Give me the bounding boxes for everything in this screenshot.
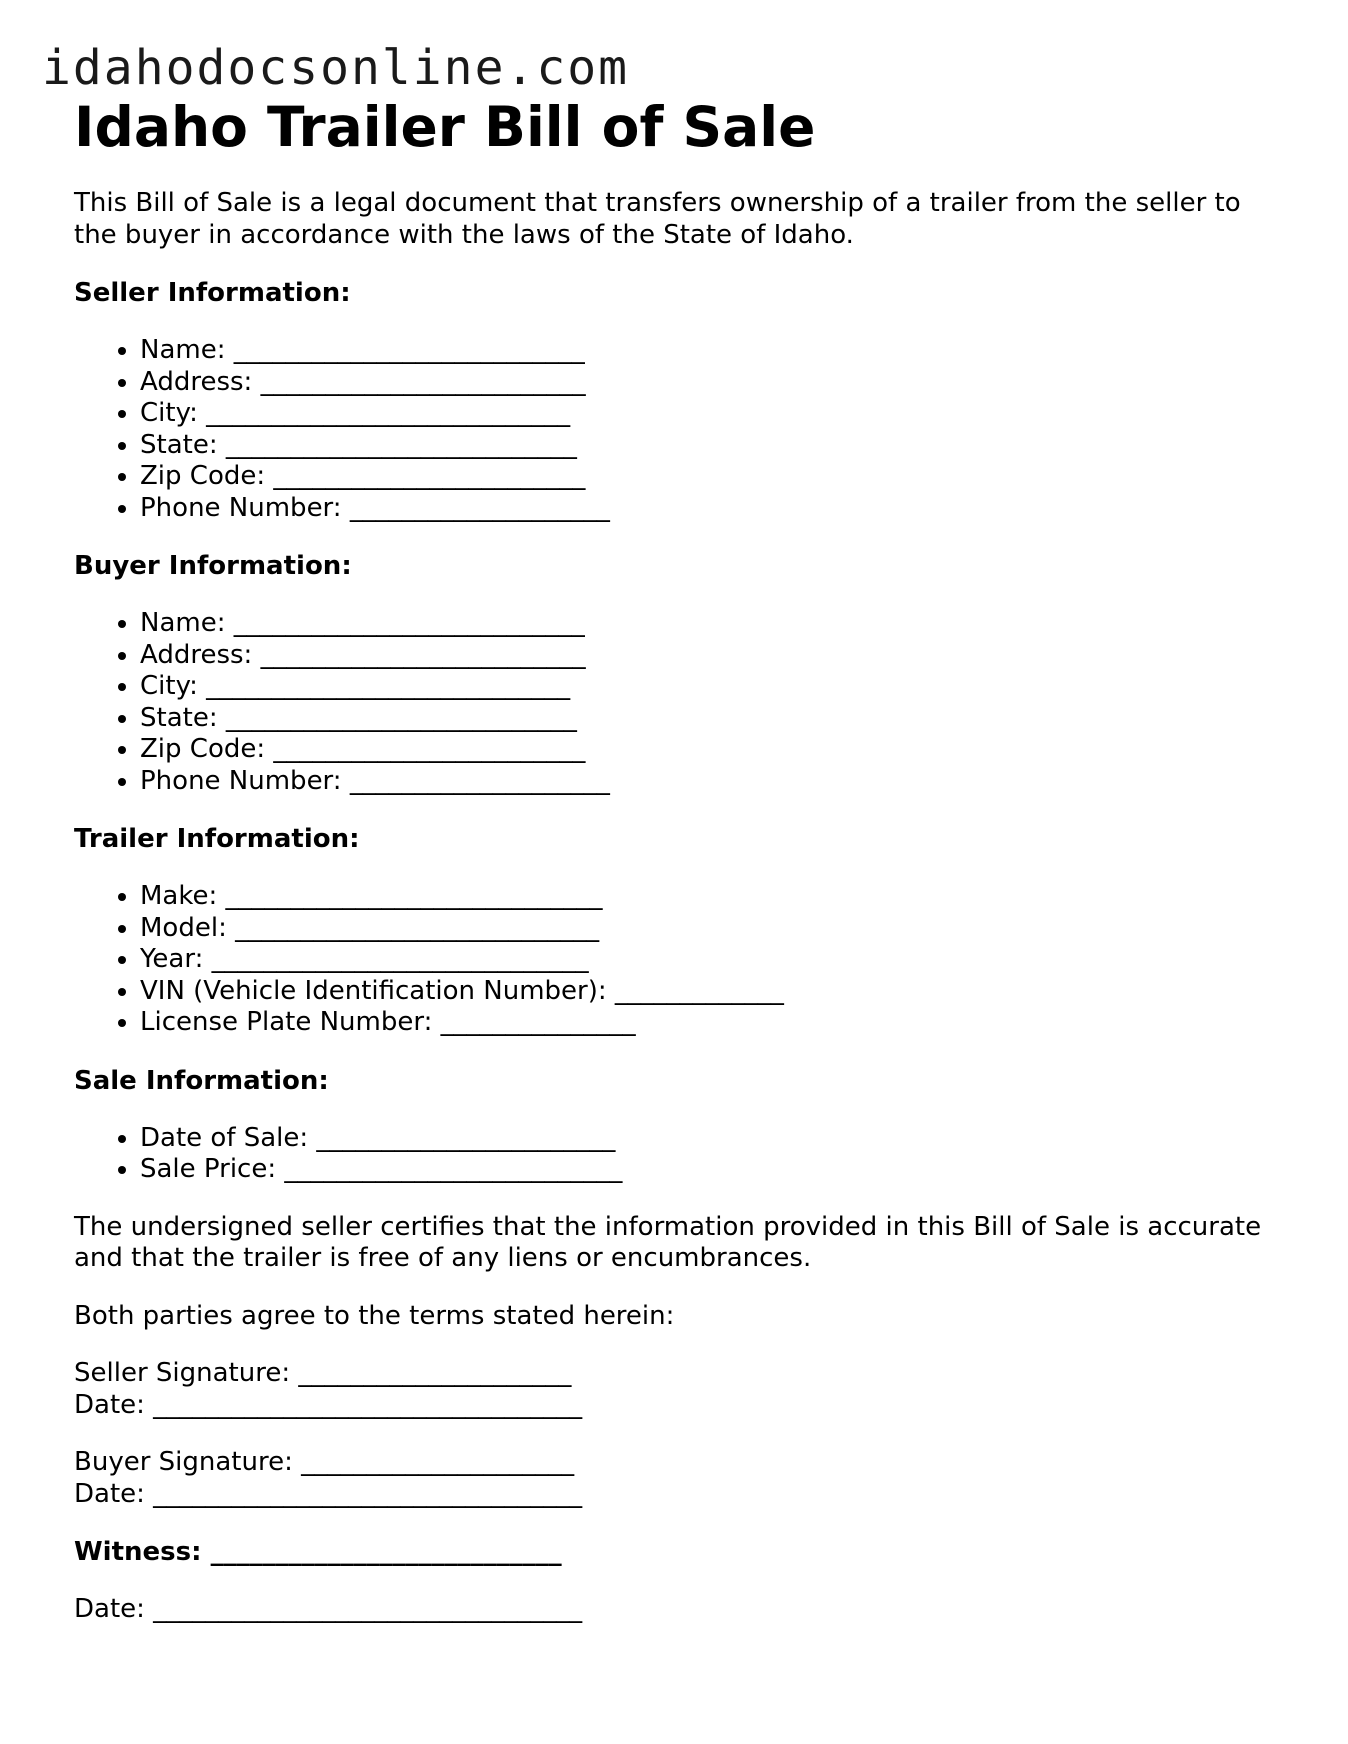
buyer-section-heading: Buyer Information:: [74, 551, 352, 581]
agreement-paragraph: Both parties agree to the terms stated herein:: [74, 1300, 675, 1331]
seller-state-field[interactable]: • State: ___________________________: [140, 430, 1304, 462]
intro-paragraph: This Bill of Sale is a legal document that transfers ownership of a trailer from the seller to the buyer in accordance with the laws of the State of Idaho.: [74, 188, 1241, 250]
trailer-section-heading: Trailer Information:: [74, 824, 360, 854]
seller-name-field[interactable]: • Name: ___________________________: [140, 335, 1304, 367]
trailer-make-field[interactable]: • Make: _____________________________: [140, 881, 1304, 913]
buyer-signature-date-field[interactable]: Date: _________________________________: [74, 1478, 583, 1509]
sale-date-field[interactable]: • Date of Sale: _______________________: [140, 1123, 1304, 1155]
trailer-year-field[interactable]: • Year: _____________________________: [140, 944, 1304, 976]
trailer-vin-field[interactable]: • VIN (Vehicle Identification Number): _____________: [140, 976, 1304, 1008]
seller-field-list: [74, 335, 1304, 524]
buyer-phone-field[interactable]: • Phone Number: ____________________: [140, 766, 1304, 798]
trailer-model-field[interactable]: • Model: ____________________________: [140, 913, 1304, 945]
trailer-field-list: [74, 881, 1304, 1039]
buyer-signature-block: [74, 1447, 1304, 1510]
seller-zip-field[interactable]: • Zip Code: ________________________: [140, 461, 1304, 493]
certification-paragraph: The undersigned seller certifies that the information provided in this Bill of Sale is accurate and that the trailer is free of any liens or encumbrances.: [74, 1211, 1262, 1273]
buyer-state-field[interactable]: • State: ___________________________: [140, 703, 1304, 735]
witness-date-field[interactable]: Date: _________________________________: [74, 1594, 583, 1624]
buyer-address-field[interactable]: • Address: _________________________: [140, 640, 1304, 672]
buyer-signature-field[interactable]: Buyer Signature: _____________________: [74, 1447, 575, 1477]
document-title: Idaho Trailer Bill of Sale: [74, 95, 816, 159]
seller-phone-field[interactable]: • Phone Number: ____________________: [140, 493, 1304, 525]
seller-signature-field[interactable]: Seller Signature: _____________________: [74, 1358, 572, 1388]
seller-signature-block: [74, 1358, 1304, 1421]
seller-city-field[interactable]: • City: ____________________________: [140, 398, 1304, 430]
trailer-plate-field[interactable]: • License Plate Number: _______________: [140, 1007, 1304, 1039]
sale-price-field[interactable]: • Sale Price: __________________________: [140, 1154, 1304, 1186]
seller-section-heading: Seller Information:: [74, 278, 351, 308]
buyer-zip-field[interactable]: • Zip Code: ________________________: [140, 734, 1304, 766]
site-watermark: idahodocsonline.com: [42, 40, 630, 96]
seller-signature-date-field[interactable]: Date: _________________________________: [74, 1389, 583, 1420]
buyer-city-field[interactable]: • City: ____________________________: [140, 671, 1304, 703]
sale-field-list: [74, 1123, 1304, 1186]
witness-signature-field[interactable]: Witness: ___________________________: [74, 1537, 562, 1567]
buyer-field-list: [74, 608, 1304, 797]
buyer-name-field[interactable]: • Name: ___________________________: [140, 608, 1304, 640]
seller-address-field[interactable]: • Address: _________________________: [140, 367, 1304, 399]
sale-section-heading: Sale Information:: [74, 1065, 329, 1096]
document-body: [74, 94, 1304, 1626]
